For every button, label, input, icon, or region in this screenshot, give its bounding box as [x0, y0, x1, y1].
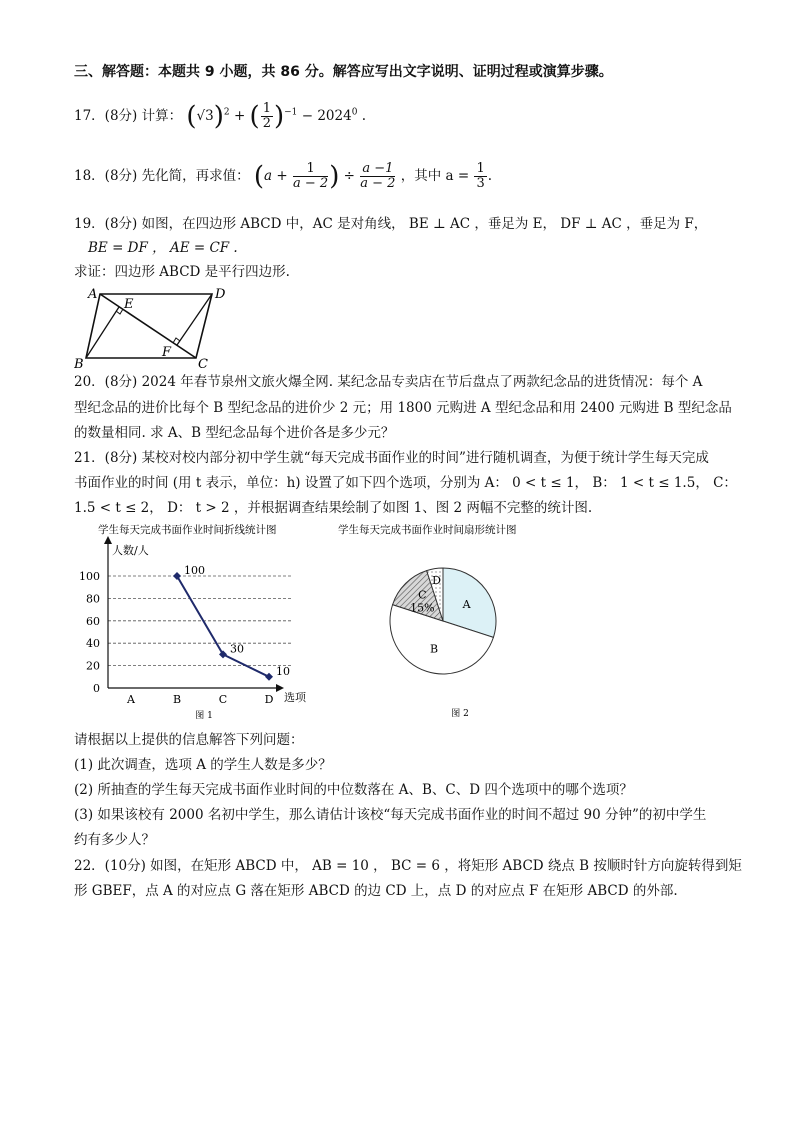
y-axis-arrow: [104, 536, 112, 544]
q18-div: ÷: [343, 168, 355, 184]
q18-tail: .: [487, 168, 493, 184]
q21-line2: 书面作业的时间 (用 t 表示，单位：h) 设置了如下四个选项，分别为 A： 0 < t ≤ 1， B： 1 < t ≤ 1.5， C：: [74, 475, 737, 491]
y-tick-label: 20: [86, 659, 100, 673]
label-A: A: [88, 287, 98, 302]
q17-year: − 2024: [301, 108, 352, 124]
q17-exp: 2: [223, 107, 230, 118]
q17-exp0: 0: [351, 107, 358, 118]
q18-a-plus: a +: [264, 168, 288, 184]
pie-label: B: [429, 642, 439, 656]
y-tick-label: 40: [86, 637, 100, 651]
y-tick-label: 0: [93, 682, 100, 695]
q18-frac1: $\frac{1}{a - 2}$: [293, 161, 329, 191]
x-tick-label: D: [264, 693, 274, 706]
pie-label: D: [432, 574, 441, 588]
q21-line1: 21．(8分) 某校对校内部分初中学生就“每天完成书面作业的时间”进行随机调查，为便于统计学生每天完成: [74, 450, 709, 466]
question-18: 18．(8分) 先化简，再求值： (a + $\frac{1}{a - 2}$ ) ÷ $\frac{a -1}{a - 2}$ ，其中 a = $\frac{1}{3}$ .: [74, 161, 493, 192]
label-C: C: [198, 357, 208, 370]
q19-line3: 求证：四边形 ABCD 是平行四边形.: [74, 264, 290, 280]
label-B: B: [74, 357, 84, 370]
y-axis-label: 人数/人: [112, 544, 149, 557]
data-point: [265, 673, 273, 681]
q21-prompt: 请根据以上提供的信息解答下列问题：: [74, 732, 304, 748]
figure2-caption: 图 2: [451, 709, 469, 719]
y-tick-label: 80: [86, 592, 100, 606]
y-tick-label: 60: [86, 614, 100, 628]
q20-line1: 20．(8分) 2024 年春节泉州文旅火爆全网. 某纪念品专卖店在节后盘点了两款纪念品的进货情况：每个 A: [74, 374, 703, 390]
label-F: F: [162, 345, 172, 360]
q18-cond: ，其中 a =: [400, 168, 470, 184]
q21-sub2: (2) 所抽查的学生每天完成书面作业时间的中位数落在 A、B、C、D 四个选项中的哪个选项？: [74, 782, 633, 798]
x-tick-label: A: [127, 693, 135, 706]
x-tick-label: B: [172, 693, 182, 706]
series-line: [177, 576, 269, 677]
q21-sub1: (1) 此次调查，选项 A 的学生人数是多少？: [74, 757, 332, 773]
label-D: D: [215, 287, 226, 302]
q17-exp-neg: −1: [284, 107, 298, 118]
q18-frac3: $\frac{1}{3}$: [476, 161, 485, 191]
x-axis-label: 选项: [284, 691, 306, 704]
data-label: 10: [276, 664, 290, 678]
line-chart: [74, 518, 324, 723]
q17-sqrt: √3: [196, 108, 214, 124]
q21-sub3b: 约有多少人？: [74, 832, 155, 848]
x-axis-arrow: [276, 684, 284, 692]
chart1-title: 学生每天完成书面作业时间折线统计图: [98, 524, 277, 536]
label-E: E: [124, 297, 134, 312]
question-17: 17．(8分) 计算： $(√3)^2$ + ( $\frac{1}{2}$ )$^{-1} - 2024^0$ .: [74, 101, 367, 132]
q21-line3: 1.5 < t ≤ 2， D： t > 2 ，并根据调查结果绘制了如图 1、图 2 两幅不完整的统计图.: [74, 500, 593, 516]
q18-frac2: $\frac{a -1}{a - 2}$: [360, 161, 396, 191]
chart2-title: 学生每天完成书面作业时间扇形统计图: [338, 524, 517, 536]
data-label: 100: [184, 564, 205, 577]
pie-label: A: [462, 597, 471, 611]
figure1-caption: 图 1: [195, 711, 213, 721]
y-tick-label: 100: [79, 570, 100, 583]
q17-frac: $\frac{1}{2}$: [262, 101, 271, 131]
q20-line3: 的数量相同. 求 A、B 型纪念品每个进价各是多少元？: [74, 425, 395, 441]
q18-head: 18．(8分) 先化简，再求值：: [74, 168, 250, 184]
q19-line1: 19．(8分) 如图，在四边形 ABCD 中，AC 是对角线， BE ⊥ AC ，垂足为 E， DF ⊥ AC ，垂足为 F，: [74, 216, 708, 232]
x-tick-label: C: [218, 693, 228, 706]
q20-line2: 型纪念品的进价比每个 B 型纪念品的进价少 2 元；用 1800 元购进 A 型纪念品和用 2400 元购进 B 型纪念品: [74, 400, 732, 416]
pie-percent: 15%: [410, 601, 435, 615]
q17-tail: .: [361, 108, 367, 124]
parallelogram-figure: [74, 284, 234, 370]
q19-line2: BE = DF ， AE = CF .: [88, 240, 238, 256]
q22-line1: 22．(10分) 如图，在矩形 ABCD 中， AB = 10 ， BC = 6 ，将矩形 ABCD 绕点 B 按顺时针方向旋转得到矩: [74, 858, 742, 874]
q17-plus: +: [233, 108, 246, 124]
q21-sub3a: (3) 如果该校有 2000 名初中学生，那么请估计该校“每天完成书面作业的时间不超过 90 分钟”的初中学生: [74, 807, 707, 823]
q17-head: 17．(8分) 计算：: [74, 108, 183, 124]
pie-chart: [330, 518, 570, 723]
section-title: 三、解答题：本题共 9 小题，共 86 分。解答应写出文字说明、证明过程或演算步骤。: [74, 64, 613, 80]
pie-label: C: [418, 588, 427, 602]
q22-line2: 形 GBEF，点 A 的对应点 G 落在矩形 ABCD 的边 CD 上，点 D 的对应点 F 在矩形 ABCD 的外部.: [74, 883, 678, 899]
data-label: 30: [230, 642, 244, 656]
